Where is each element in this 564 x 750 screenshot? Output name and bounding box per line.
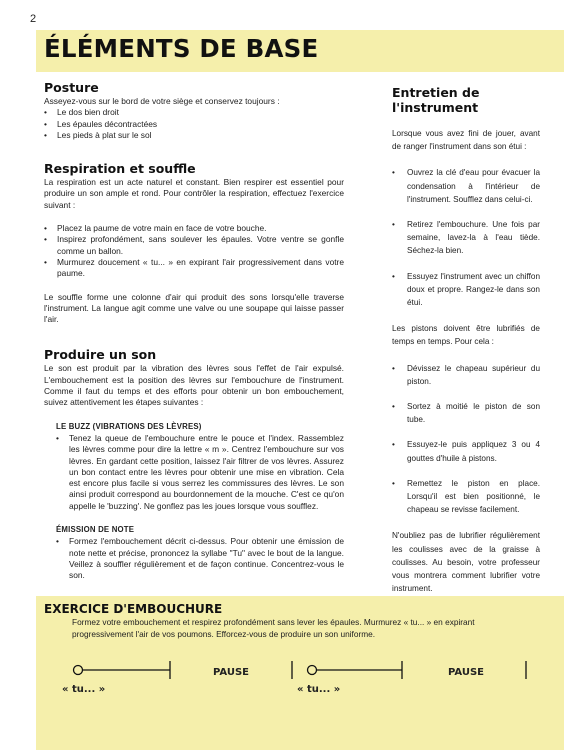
- respiration-outro: Le souffle forme une colonne d'air qui produit des sons lorsqu'elle traverse l'instrument. La langue agit comme une valve ou une soupape qui laisse passer l'air.: [44, 291, 344, 325]
- exercise-heading: EXERCICE D'EMBOUCHURE: [44, 602, 223, 616]
- emission-block: [56, 524, 344, 581]
- list-item: • Sortez à moitié le piston de son tube.: [392, 400, 540, 426]
- tu-label-2: « tu... »: [297, 684, 341, 695]
- page-number: 2: [30, 13, 37, 25]
- list-item: • Les épaules décontractées: [44, 119, 344, 130]
- pistons-intro: Les pistons doivent être lubrifiés de temps en temps. Pour cela :: [392, 324, 540, 347]
- list-item: • Dévissez le chapeau supérieur du piston.: [392, 362, 540, 388]
- list-item: • Le dos bien droit: [44, 107, 344, 118]
- posture-heading: Posture: [44, 80, 99, 95]
- list-item: • Ouvrez la clé d'eau pour évacuer la condensation à l'intérieur de l'instrument. Soufflez dans celui-ci.: [392, 166, 540, 206]
- list-item: • Formez l'embouchement décrit ci-dessus. Pour obtenir une émission de note nette et précise, prononcez la syllabe "Tu" avec le bout de la langue. Veillez à souffler régulièrement et de façon continue. Concentrez-vous le son.: [56, 536, 344, 581]
- respiration-list: [44, 223, 344, 279]
- entretien-intro: Lorsque vous avez fini de jouer, avant de ranger l'instrument dans son étui :: [392, 129, 540, 152]
- entretien-outro: N'oubliez pas de lubrifier régulièrement les coulisses avec de la graisse à coulisses. Au besoin, votre professeur vous montrera comment lubrifier votre instrument.: [392, 531, 540, 594]
- list-item: • Inspirez profondément, sans soulever les épaules. Votre ventre se gonfle comme un ballon.: [44, 234, 344, 257]
- respiration-intro: La respiration est un acte naturel et constant. Bien respirer est essentiel pour produire un son ample et rond. Pour contrôler la respiration, effectuez l'exercice suivant :: [44, 177, 344, 210]
- posture-list: [44, 107, 344, 141]
- pause-label-1: PAUSE: [213, 667, 249, 678]
- tu-label-1: « tu... »: [62, 684, 106, 695]
- produire-heading: Produire un son: [44, 347, 157, 363]
- entretien-heading: Entretien de l'instrument: [392, 85, 480, 115]
- buzz-list: [56, 433, 344, 512]
- page-title: ÉLÉMENTS DE BASE: [44, 34, 319, 63]
- list-item: • Remettez le piston en place. Lorsqu'il est bien positionné, le chapeau se revisse facilement.: [392, 477, 540, 517]
- buzz-block: [56, 421, 344, 512]
- left-column: [44, 80, 344, 582]
- buzz-heading: LE BUZZ (VIBRATIONS DES LÈVRES): [56, 421, 202, 431]
- start-circle-2: [308, 666, 317, 675]
- list-item: • Essuyez l'instrument avec un chiffon doux et propre. Rangez-le dans son étui.: [392, 270, 540, 310]
- list-item: • Retirez l'embouchure. Une fois par semaine, lavez-la à l'eau tiède. Séchez-la bien.: [392, 218, 540, 258]
- list-item: • Placez la paume de votre main en face de votre bouche.: [44, 223, 344, 234]
- posture-section: [44, 80, 344, 141]
- list-item: • Les pieds à plat sur le sol: [44, 130, 344, 141]
- produire-intro: Le son est produit par la vibration des lèvres sous l'effet de l'air expulsé. L'embouchement est la position des lèvres sur l'embouchure de l'instrument. Comme il faut du temps et des efforts pour obtenir un bon embouchement, suivez attentivement les étapes suivantes :: [44, 363, 344, 408]
- start-circle-1: [74, 666, 83, 675]
- pistons-list: [392, 362, 540, 517]
- respiration-section: [44, 161, 344, 325]
- entretien-list: [392, 166, 540, 309]
- posture-intro: Asseyez-vous sur le bord de votre siège et conservez toujours :: [44, 96, 280, 106]
- list-item: • Murmurez doucement « tu... » en expirant l'air progressivement dans votre paume.: [44, 257, 344, 280]
- exercise-text: Formez votre embouchement et respirez profondément sans lever les épaules. Murmurez « tu... » en expirant progressivement l'air de vos poumons. Efforcez-vous de produire un son uniforme.: [72, 617, 475, 639]
- pause-label-2: PAUSE: [448, 667, 484, 678]
- right-column: [392, 86, 540, 595]
- respiration-heading: Respiration et souffle: [44, 161, 196, 177]
- produire-section: [44, 347, 344, 581]
- emission-heading: ÉMISSION DE NOTE: [56, 525, 135, 535]
- list-item: • Tenez la queue de l'embouchure entre le pouce et l'index. Rassemblez les lèvres comme pour dire la lettre « m ». Centrez l'embouchure sur vos lèvres. En gardant cette position, laissez l'air filtrer de vos lèvres. Assurez un bon contact entre les lèvres pour obtenir une mise en vibration. Cela est encore plus facile si vous serrez les commissures des lèvres. Le son ainsi produit correspond au bourdonnement de la mouche. C'est ce qu'on appelle le 'buzzing'. Ne gonflez pas les joues lorsque vous soufflez.: [56, 433, 344, 512]
- list-item: • Essuyez-le puis appliquez 3 ou 4 gouttes d'huile à pistons.: [392, 438, 540, 464]
- emission-list: [56, 536, 344, 581]
